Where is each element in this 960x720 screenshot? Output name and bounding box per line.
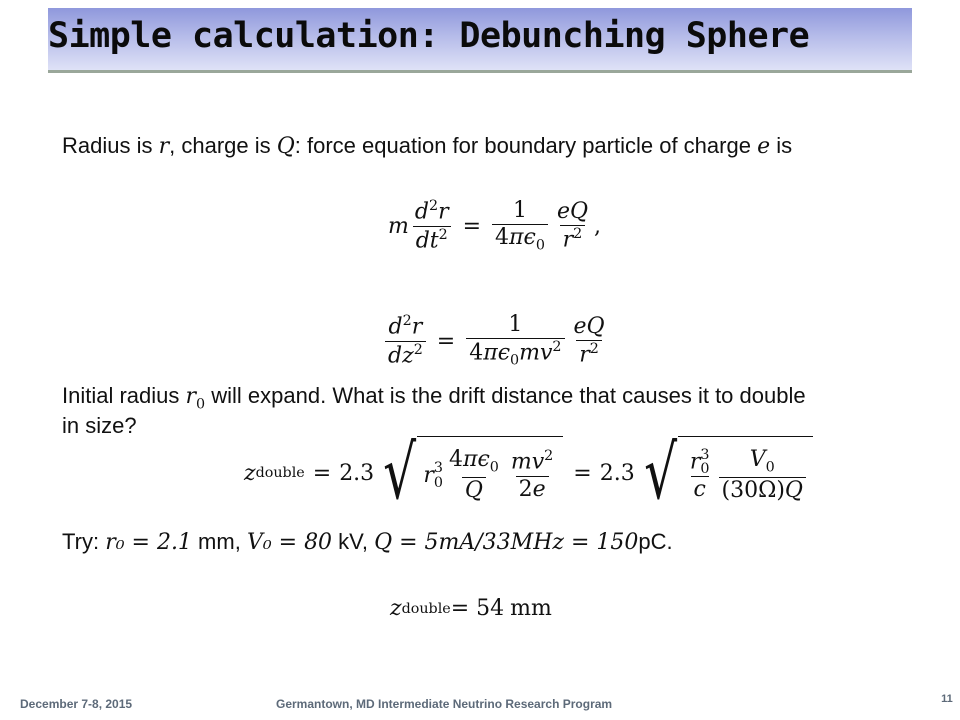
intro-part: Radius is bbox=[62, 133, 159, 158]
intro-part: is bbox=[770, 133, 793, 158]
var-r0: r bbox=[185, 384, 197, 409]
initial-part: Initial radius bbox=[62, 383, 186, 408]
try-r0: r₀ = 2.1 bbox=[105, 530, 192, 555]
result-z: z bbox=[390, 596, 402, 621]
try-values-text bbox=[62, 528, 673, 557]
try-v0: V₀ = 80 bbox=[246, 530, 333, 555]
var-e: e bbox=[757, 134, 771, 159]
initial-part: will expand. What is the drift distance that causes it to double bbox=[205, 383, 806, 408]
result-equation bbox=[390, 596, 552, 621]
try-q: Q = 5mA/33MHz = 150 bbox=[374, 530, 639, 555]
try-q-unit: pC. bbox=[638, 529, 673, 554]
equation-force-distance: $\frac{d^2r}{dz^2}$ = $\frac{1}{4\pi\epsilon_0mv^2}$ $\frac{eQ}{r^2}$ bbox=[382, 312, 611, 370]
equation-force-time: m $\frac{d^2r}{dt^2}$ = $\frac{1}{4\pi\epsilon_0}$ $\frac{eQ}{r^2}$ , bbox=[388, 198, 601, 254]
slide-title: Simple calculation: Debunching Sphere bbox=[48, 16, 810, 56]
try-v0-unit: kV, bbox=[332, 529, 375, 554]
var-Q: Q bbox=[276, 134, 295, 159]
equation-z-double: z double = 2.3 √ r 3 0 $\frac{4\pi\epsilon_0}{Q}$ $\frac{mv^2}{2e}$ = 2.3 √ r 3 0 c $\frac{V_0}{(30\Omega)Q}$ bbox=[244, 436, 815, 510]
intro-text bbox=[62, 132, 792, 161]
try-r0-unit: mm, bbox=[191, 529, 247, 554]
initial-radius-text-2: in size? bbox=[62, 413, 137, 438]
page-number: 11 bbox=[941, 693, 953, 705]
result-value: = 54 bbox=[450, 596, 505, 621]
intro-part: , charge is bbox=[169, 133, 277, 158]
footer-venue: Germantown, MD Intermediate Neutrino Research Program bbox=[276, 697, 613, 711]
result-sub: double bbox=[401, 600, 451, 617]
intro-part: : force equation for boundary particle of charge bbox=[294, 133, 758, 158]
footer-date: December 7-8, 2015 bbox=[20, 697, 133, 711]
var-r: r bbox=[158, 134, 170, 159]
try-label: Try: bbox=[62, 529, 106, 554]
var-r0-sub: 0 bbox=[196, 396, 206, 413]
result-unit: mm bbox=[510, 596, 552, 621]
initial-radius-text bbox=[62, 382, 806, 418]
